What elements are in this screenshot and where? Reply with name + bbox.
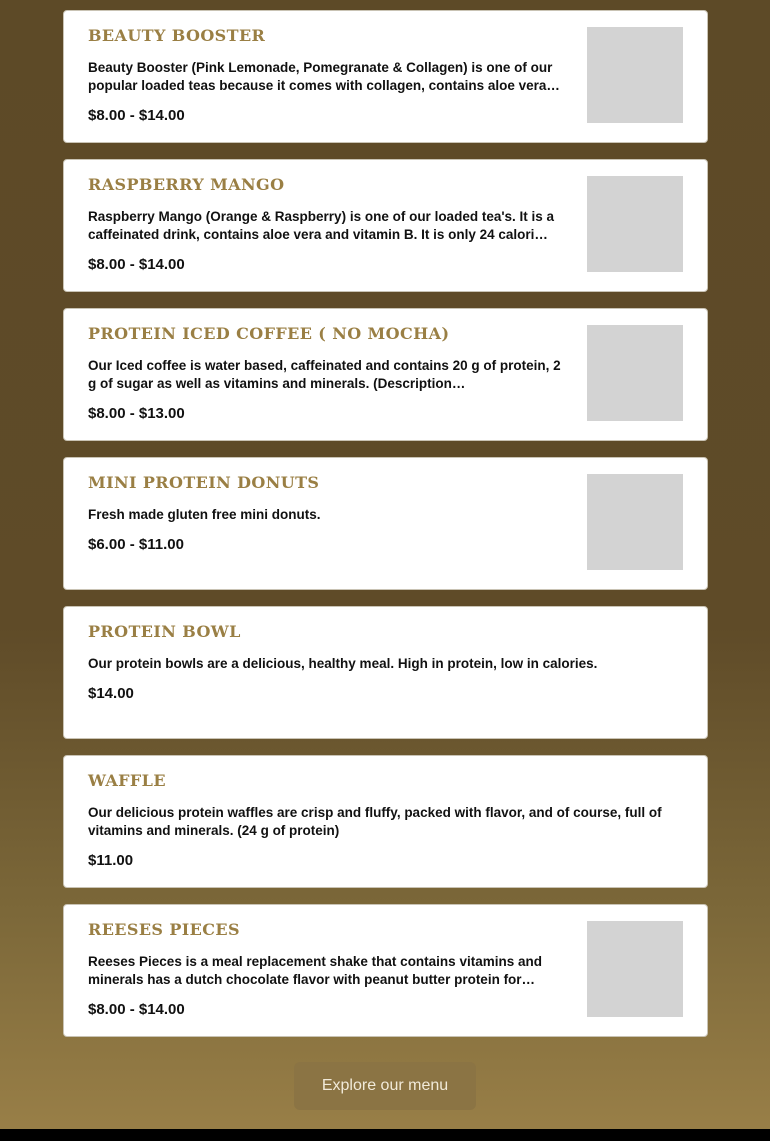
menu-item-title: MINI PROTEIN DONUTS	[88, 473, 320, 492]
menu-item-card[interactable]	[63, 159, 708, 292]
menu-item-price: $14.00	[88, 685, 134, 702]
menu-item-price: $11.00	[88, 852, 134, 869]
menu-item-description: Beauty Booster (Pink Lemonade, Pomegranate & Collagen) is one of our popular loaded teas because it comes with collagen, contains aloe vera…	[88, 60, 560, 93]
menu-item-description: Reeses Pieces is a meal replacement shake that contains vitamins and minerals has a dutch chocolate flavor with peanut butter protein for…	[88, 954, 542, 987]
menu-item-image	[587, 325, 683, 421]
menu-item-price: $8.00 - $13.00	[88, 405, 185, 422]
menu-item-price: $8.00 - $14.00	[88, 107, 185, 124]
menu-item-title: PROTEIN ICED COFFEE ( NO MOCHA)	[88, 324, 450, 343]
menu-item-description: Raspberry Mango (Orange & Raspberry) is one of our loaded tea's. It is a caffeinated drink, contains aloe vera and vitamin B. It is only 24 calori…	[88, 209, 555, 242]
menu-item-card[interactable]	[63, 904, 708, 1037]
menu-item-description: Our delicious protein waffles are crisp and fluffy, packed with flavor, and of course, full of vitamins and minerals. (24 g of protein)	[88, 805, 662, 838]
menu-item-card[interactable]	[63, 308, 708, 441]
menu-item-title: RASPBERRY MANGO	[88, 175, 285, 194]
menu-item-list	[63, 10, 708, 1053]
menu-item-image	[587, 27, 683, 123]
menu-item-card[interactable]	[63, 10, 708, 143]
menu-item-price: $8.00 - $14.00	[88, 1001, 185, 1018]
menu-item-image	[587, 921, 683, 1017]
footer-bar	[0, 1129, 770, 1141]
menu-item-image	[587, 474, 683, 570]
menu-item-card[interactable]	[63, 606, 708, 739]
menu-item-image	[587, 176, 683, 272]
menu-item-price: $6.00 - $11.00	[88, 536, 184, 553]
menu-item-card[interactable]	[63, 457, 708, 590]
explore-menu-button[interactable]: Explore our menu	[294, 1062, 476, 1110]
menu-item-description: Our Iced coffee is water based, caffeinated and contains 20 g of protein, 2 g of sugar as well as vitamins and minerals. (Description…	[88, 358, 561, 391]
menu-item-description: Our protein bowls are a delicious, healthy meal. High in protein, low in calories.	[88, 656, 598, 671]
menu-item-description: Fresh made gluten free mini donuts.	[88, 507, 321, 522]
menu-item-card[interactable]	[63, 755, 708, 888]
menu-item-price: $8.00 - $14.00	[88, 256, 185, 273]
menu-item-title: PROTEIN BOWL	[88, 622, 241, 641]
menu-item-title: WAFFLE	[88, 771, 166, 790]
menu-item-title: REESES PIECES	[88, 920, 240, 939]
menu-item-title: BEAUTY BOOSTER	[88, 26, 266, 45]
